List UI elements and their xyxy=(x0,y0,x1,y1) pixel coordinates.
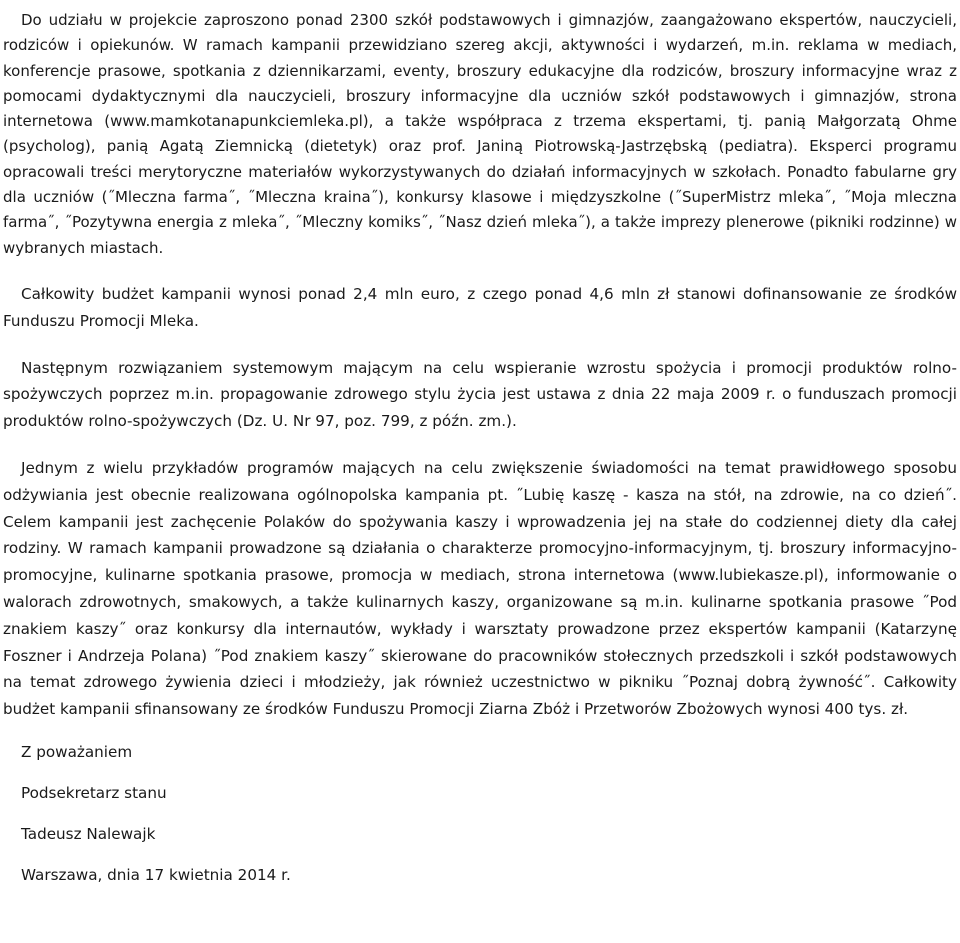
closing-salutation: Z poważaniem xyxy=(21,742,133,761)
signatory-position: Podsekretarz stanu xyxy=(21,783,167,802)
letter-body xyxy=(3,8,957,885)
place-and-date: Warszawa, dnia 17 kwietnia 2014 r. xyxy=(21,865,291,884)
paragraph-campaign-budget: Całkowity budżet kampanii wynosi ponad 2,4 mln euro, z czego ponad 4,6 mln zł stanowi dofinansowanie ze środków Funduszu Promocji Mleka. xyxy=(3,284,957,330)
paragraph-kasza-campaign: Jednym z wielu przykładów programów mających na celu zwiększenie świadomości na temat prawidłowego sposobu odżywiania jest obecnie realizowana ogólnopolska kampania pt. ˝Lubię kaszę - kasza na stół, na zdrowie, na co dzień˝. Celem kampanii jest zachęcenie Polaków do spożywania kaszy i wprowadzenia jej na stałe do codziennej diety dla całej rodziny. W ramach kampanii prowadzone są działania o charakterze promocyjno-informacyjnym, tj. broszury informacyjno-promocyjne, kulinarne spotkania prasowe, promocja w mediach, strona internetowa (www.lubiekasze.pl), informowanie o walorach zdrowotnych, smakowych, a także kulinarnych kaszy, organizowane są m.in. kulinarne spotkania prasowe ˝Pod znakiem kaszy˝ oraz konkursy dla internautów, wykłady i warsztaty prowadzone przez ekspertów kampanii (Katarzynę Foszner i Andrzeja Polana) ˝Pod znakiem kaszy˝ skierowane do pracowników stołecznych przedszkoli i szkół podstawowych na temat zdrowego żywienia dzieci i młodzieży, jak również uczestnictwo w pikniku ˝Poznaj dobrą żywność˝. Całkowity budżet kampanii sfinansowany ze środków Funduszu Promocji Ziarna Zbóż i Przetworów Zbożowych wynosi 400 tys. zł. xyxy=(3,458,957,719)
signatory-name: Tadeusz Nalewajk xyxy=(21,824,156,843)
paragraph-project-participation: Do udziału w projekcie zaproszono ponad 2300 szkół podstawowych i gimnazjów, zaangażowano ekspertów, nauczycieli, rodziców i opiekunów. W ramach kampanii przewidziano szereg akcji, aktywności i wydarzeń, m.in. reklama w mediach, konferencje prasowe, spotkania z dziennikarzami, eventy, broszury edukacyjne dla rodziców, broszury informacyjne wraz z pomocami dydaktycznymi dla nauczycieli, broszury informacyjne dla uczniów szkół podstawowych i gimnazjów, strona internetowa (www.mamkotanapunkciemleka.pl), a także współpraca z trzema ekspertami, tj. panią Małgorzatą Ohme (psycholog), panią Agatą Ziemnicką (dietetyk) oraz prof. Janiną Piotrowską-Jastrzębską (pediatra). Eksperci programu opracowali treści merytoryczne materiałów wykorzystywanych do działań informacyjnych w szkołach. Ponadto fabularne gry dla uczniów (˝Mleczna farma˝, ˝Mleczna kraina˝), konkursy klasowe i międzyszkolne (˝SuperMistrz mleka˝, ˝Moja mleczna farma˝, ˝Pozytywna energia z mleka˝, ˝Mleczny komiks˝, ˝Nasz dzień mleka˝), a także imprezy plenerowe (pikniki rodzinne) w wybranych miastach. xyxy=(3,11,957,257)
paragraph-promotion-funds-act: Następnym rozwiązaniem systemowym mającym na celu wspieranie wzrostu spożycia i promocji produktów rolno-spożywczych poprzez m.in. propagowanie zdrowego stylu życia jest ustawa z dnia 22 maja 2009 r. o funduszach promocji produktów rolno-spożywczych (Dz. U. Nr 97, poz. 799, z późn. zm.). xyxy=(3,358,957,431)
